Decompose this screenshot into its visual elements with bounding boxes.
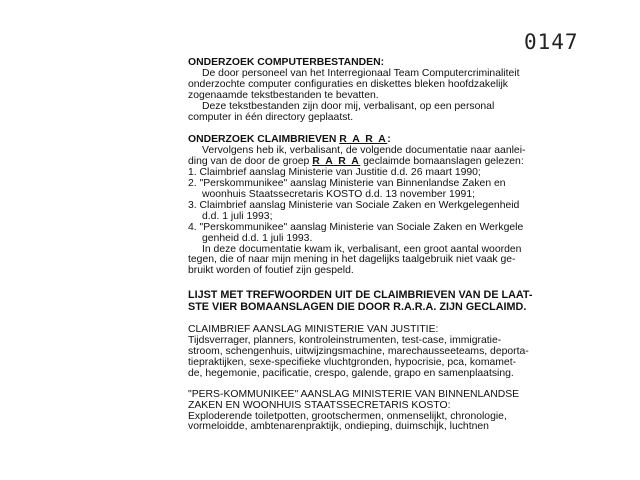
text-line: De door personeel van het Interregionaal Team Computercriminaliteit [202, 67, 520, 79]
text-line: de, hegemonie, pacificatie, crespo, galende, grapo en samenplaatsing. [188, 367, 514, 379]
list-item: 1. Claimbrief aanslag Ministerie van Justitie d.d. 26 maart 1990; [188, 167, 481, 179]
subsection-heading-binnenlandse-zaken-cont: ZAKEN EN WOONHUIS STAATSSECRETARIS KOSTO: [188, 399, 451, 411]
list-item: 4. "Perskommunikee" aanslag Ministerie van Sociale Zaken en Werkgele [188, 221, 524, 233]
list-item-continuation: d.d. 1 juli 1993; [202, 210, 273, 222]
text-line: vormeloidde, ambtenarenpraktijk, ondieping, duimschijk, luchtnen [188, 421, 489, 433]
text-line: bruikt worden of foutief zijn gespeld. [188, 265, 354, 277]
text-line: Exploderende toiletpotten, grootschermen, onmenselijkt, chronologie, [188, 410, 507, 422]
text-line: stroom, schengenhuis, uitwijzingsmachine, marechausseeteams, deporta- [188, 346, 529, 358]
subsection-heading-binnenlandse-zaken: "PERS-KOMMUNIKEE" AANSLAG MINISTERIE VAN BINNENLANDSE [188, 388, 520, 400]
list-item: 3. Claimbrief aanslag Ministerie van Sociale Zaken en Werkgelegenheid [188, 199, 520, 211]
text-line: computer in één directory geplaatst. [188, 111, 354, 123]
text-line: tiepraktijken, sexe-specifieke vluchtgronden, hypocrisie, pca, komamet- [188, 356, 517, 368]
text-line: Vervolgens heb ik, verbalisant, de volgende documentatie naar aanlei- [202, 145, 526, 157]
text-line: tegen, die of naar mijn mening in het dagelijks taalgebruik niet vaak ge- [188, 254, 516, 266]
text-line: onderzochte computer configuraties en diskettes bleken hoofdzakelijk [188, 78, 508, 90]
heading-text: ONDERZOEK CLAIMBRIEVEN [188, 134, 340, 146]
text-span: geclaimde bomaanslagen gelezen: [360, 156, 524, 168]
section-heading-keyword-list-cont: STE VIER BOMAANSLAGEN DIE DOOR R.A.R.A. ZIJN GECLAIMD. [188, 301, 527, 314]
text-span: ding van de door de groep [188, 156, 313, 168]
document-body [188, 58, 560, 433]
heading-colon: : [387, 134, 391, 146]
section-heading-computer-files: ONDERZOEK COMPUTERBESTANDEN: [188, 57, 385, 68]
text-line: Tijdsverrager, planners, kontroleinstrumenten, test-case, immigratie- [188, 335, 502, 347]
list-item-continuation: woonhuis Staatssecretaris KOSTO d.d. 13 november 1991; [202, 188, 475, 200]
text-line: In deze documentatie kwam ik, verbalisant, een groot aantal woorden [202, 243, 522, 255]
page-number: 0147 [524, 30, 579, 54]
section-heading-keyword-list: LIJST MET TREFWOORDEN UIT DE CLAIMBRIEVEN VAN DE LAAT- [188, 289, 533, 302]
list-item-continuation: genheid d.d. 1 juli 1993. [202, 232, 313, 244]
text-line: zogenaamde tekstbestanden te bevatten. [188, 89, 379, 101]
rara-underlined: R A R A [312, 156, 361, 168]
text-line: Deze tekstbestanden zijn door mij, verbalisant, op een personal [202, 100, 495, 112]
rara-underlined: R A R A [339, 134, 388, 146]
list-item: 2. "Perskommunikee" aanslag Ministerie van Binnenlandse Zaken en [188, 178, 506, 190]
subsection-heading-justitie: CLAIMBRIEF AANSLAG MINISTERIE VAN JUSTITIE: [188, 324, 439, 336]
